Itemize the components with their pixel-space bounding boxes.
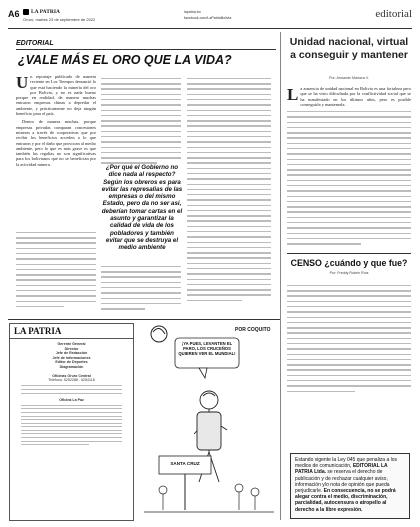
disclaimer-bold: En consecuencia, no se podrá alegar contra el medio, discriminación, parcialidad, autocensura o atropello al derecho a la libre expresión. [295, 488, 396, 513]
disclaimer-box [290, 453, 410, 519]
opinion-separator [287, 253, 411, 254]
editorial-label-rule [16, 49, 276, 50]
staff-brand: LA PATRIA [10, 324, 133, 339]
offices-phone: Teléfono: 5252288 - 5254118 [48, 378, 95, 383]
editorial-column-1-continued [16, 228, 96, 311]
cartoon-caption: ¡YA PUES, LEVANTEN EL PARO, LOS CRUCEÑOS QUIEREN VER EL MUNDIAL! [178, 341, 236, 357]
censo-author: Por: Freddy Rubén Ríos [329, 271, 369, 275]
editorial-column-2-top [101, 74, 181, 168]
censo-title: CENSO ¿cuándo y que fue? [290, 258, 408, 268]
opinion-title: Unidad nacional, virtual a conseguir y mantener [289, 36, 409, 61]
staff-role: Jefe de Informaciones [52, 355, 91, 360]
staff-role: Editor de Deportes [55, 360, 88, 365]
bottom-rule [8, 319, 280, 320]
staff-role: Director [64, 346, 79, 351]
opinion-lead-paragraph: a ausencia de unidad nacional en Bolivia es una fortaleza pero que se ha visto dificultada por la conflictividad social que se ha manifestado en los últimos años, pero es posible conseguirla y mantenerla. [300, 86, 411, 107]
lead-paragraph: n reportaje publicado de manera reciente en Los Tiempos denunció lo que está haciendo la minería del oro por Bolivia, y no es nada bueno porque en realidad, de manera muchas entraron empresas chinas a depredar el ambiente, y prácticamente no deja ningún beneficio para el país. [16, 74, 96, 117]
staff-roles [10, 339, 133, 451]
drop-cap: U [16, 73, 29, 92]
offices-heading: Oficinas Oruro Central [52, 373, 91, 378]
crowd-figures [159, 484, 259, 510]
pluma-logo-icon [151, 326, 167, 342]
disclaimer-brand: EDITORIAL LA PATRIA Ltda. [295, 463, 388, 476]
disclaimer-body: se reserva el derecho de publicación y de rechazar cualquier aviso, información y/o nota de opinión que pueda perjudicarle. [295, 469, 390, 495]
pull-quote: ¿Por qué el Gobierno no dice nada al respecto? Según los obreros es para evitar las represalias de las empresas o del mismo Estado, pero da no ser así, deberían tomar cartas en el asunto y garantizar la calidad de vida de los pobladores y también evitar que se destruya el medio ambiente [101, 164, 183, 252]
editorial-body-paragraph: Dentro de manera muchas, porque empresas privadas comparan concesiones mineras a través de cooperativas que por recibir los beneficios acceden a lo que entraron y por el daño que provocan al medio ambiente, pero lo que es más grave es que también las regalías no son significativas para los bolivianos que no se benefician por la actividad minera. [16, 119, 96, 167]
cartoon-sign-text: SANTA CRUZ [170, 461, 200, 466]
editorial-column-3 [187, 74, 271, 305]
section-name: editorial [375, 8, 412, 20]
disclaimer-intro: Estando vigente la Ley 045 que penaliza a los medios de comunicación, [295, 457, 398, 470]
brand-name: LA PATRIA [31, 9, 60, 15]
header-rule [8, 28, 412, 29]
editorial-column-2-bottom [101, 262, 181, 313]
issue-date: Oruro, martes 23 de septiembre de 2022 [23, 17, 96, 22]
censo-text [287, 281, 411, 396]
opinion-lead [287, 86, 411, 107]
page-header [8, 8, 412, 30]
staff-box [9, 323, 134, 521]
opinion-drop-cap: L [287, 85, 299, 104]
page-number: A6 [8, 9, 20, 19]
editorial-title: ¿VALE MÁS EL ORO QUE LA VIDA? [18, 53, 232, 67]
social-link[interactable]: facebook.com/LaPatriaBolivia [184, 16, 232, 20]
editorial-lead [16, 74, 96, 116]
column-divider [280, 32, 281, 520]
brand-logo-small [23, 9, 29, 15]
website[interactable]: lapatria.bo [184, 10, 201, 14]
editorial-label: EDITORIAL [16, 40, 54, 47]
offices-heading-2: Oficina La Paz [59, 397, 84, 402]
editorial-column-1 [16, 74, 96, 167]
opinion-text [287, 86, 411, 248]
cartoon [139, 322, 279, 520]
cartoon-author: POR COQUITO [235, 327, 271, 333]
staff-role: Jefe de Redacción [55, 351, 88, 356]
staff-role: Gerente General [57, 342, 86, 346]
staff-role: Diagramación [59, 364, 84, 369]
opinion-author: Por: Armando Mariaca V. [329, 76, 369, 80]
